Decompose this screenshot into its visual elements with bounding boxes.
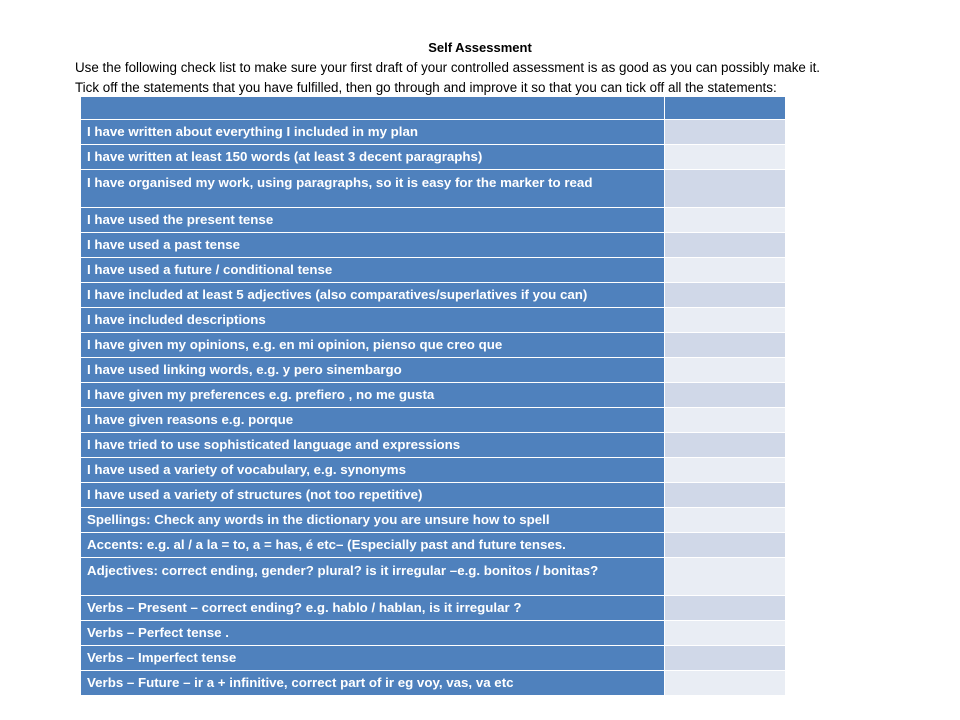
tick-cell[interactable] (665, 258, 786, 283)
page-title: Self Assessment (428, 40, 532, 55)
tick-cell[interactable] (665, 533, 786, 558)
tick-cell[interactable] (665, 308, 786, 333)
tick-cell[interactable] (665, 283, 786, 308)
checklist-row (81, 233, 786, 258)
tick-cell[interactable] (665, 383, 786, 408)
statement-cell: Verbs – Imperfect tense (81, 646, 665, 671)
tick-cell[interactable] (665, 671, 786, 696)
table-header-row (81, 97, 786, 120)
checklist-row (81, 533, 786, 558)
checklist-row (81, 621, 786, 646)
statement-cell: I have used a variety of structures (not too repetitive) (81, 483, 665, 508)
checklist-row (81, 383, 786, 408)
checklist-row (81, 208, 786, 233)
statement-cell: Verbs – Present – correct ending? e.g. hablo / hablan, is it irregular ? (81, 596, 665, 621)
statement-cell: Verbs – Future – ir a + infinitive, correct part of ir eg voy, vas, va etc (81, 671, 665, 696)
statement-cell: I have used a variety of vocabulary, e.g. synonyms (81, 458, 665, 483)
statement-cell: I have given my opinions, e.g. en mi opinion, pienso que creo que (81, 333, 665, 358)
tick-cell[interactable] (665, 145, 786, 170)
statement-cell: I have used a past tense (81, 233, 665, 258)
tick-cell[interactable] (665, 646, 786, 671)
statement-cell: Adjectives: correct ending, gender? plural? is it irregular –e.g. bonitos / bonitas? (81, 558, 665, 596)
tick-cell[interactable] (665, 358, 786, 383)
checklist-row (81, 671, 786, 696)
statement-cell: I have used linking words, e.g. y pero sinembargo (81, 358, 665, 383)
tick-cell[interactable] (665, 408, 786, 433)
header-tick-cell (665, 97, 786, 120)
header-statement-cell (81, 97, 665, 120)
tick-cell[interactable] (665, 208, 786, 233)
checklist-row (81, 596, 786, 621)
tick-cell[interactable] (665, 558, 786, 596)
statement-cell: Spellings: Check any words in the dictionary you are unsure how to spell (81, 508, 665, 533)
tick-cell[interactable] (665, 458, 786, 483)
tick-cell[interactable] (665, 508, 786, 533)
checklist-row (81, 558, 786, 596)
instructions-line-2: Tick off the statements that you have fulfilled, then go through and improve it so that you can tick off all the statements: (75, 80, 777, 95)
statement-cell: I have included at least 5 adjectives (also comparatives/superlatives if you can) (81, 283, 665, 308)
statement-cell: I have given reasons e.g. porque (81, 408, 665, 433)
checklist-row (81, 308, 786, 333)
statement-cell: I have written about everything I included in my plan (81, 120, 665, 145)
checklist-row (81, 433, 786, 458)
statement-cell: I have included descriptions (81, 308, 665, 333)
statement-cell: I have used a future / conditional tense (81, 258, 665, 283)
checklist-row (81, 258, 786, 283)
checklist-row (81, 508, 786, 533)
checklist-row (81, 358, 786, 383)
statement-cell: I have organised my work, using paragraphs, so it is easy for the marker to read (81, 170, 665, 208)
checklist-table (80, 96, 786, 696)
instructions (75, 58, 955, 98)
checklist-row (81, 458, 786, 483)
statement-cell: Accents: e.g. al / a la = to, a = has, é etc– (Especially past and future tenses. (81, 533, 665, 558)
statement-cell: I have given my preferences e.g. prefiero , no me gusta (81, 383, 665, 408)
checklist-row (81, 333, 786, 358)
checklist-row (81, 408, 786, 433)
tick-cell[interactable] (665, 596, 786, 621)
checklist-row (81, 145, 786, 170)
tick-cell[interactable] (665, 333, 786, 358)
statement-cell: I have used the present tense (81, 208, 665, 233)
statement-cell: I have written at least 150 words (at least 3 decent paragraphs) (81, 145, 665, 170)
tick-cell[interactable] (665, 433, 786, 458)
checklist-row (81, 120, 786, 145)
tick-cell[interactable] (665, 621, 786, 646)
tick-cell[interactable] (665, 233, 786, 258)
statement-cell: Verbs – Perfect tense . (81, 621, 665, 646)
tick-cell[interactable] (665, 170, 786, 208)
checklist-row (81, 646, 786, 671)
tick-cell[interactable] (665, 120, 786, 145)
checklist-row (81, 283, 786, 308)
checklist-row (81, 170, 786, 208)
instructions-line-1: Use the following check list to make sure your first draft of your controlled assessment is as good as you can possibly make it. (75, 60, 821, 75)
statement-cell: I have tried to use sophisticated language and expressions (81, 433, 665, 458)
tick-cell[interactable] (665, 483, 786, 508)
checklist-row (81, 483, 786, 508)
